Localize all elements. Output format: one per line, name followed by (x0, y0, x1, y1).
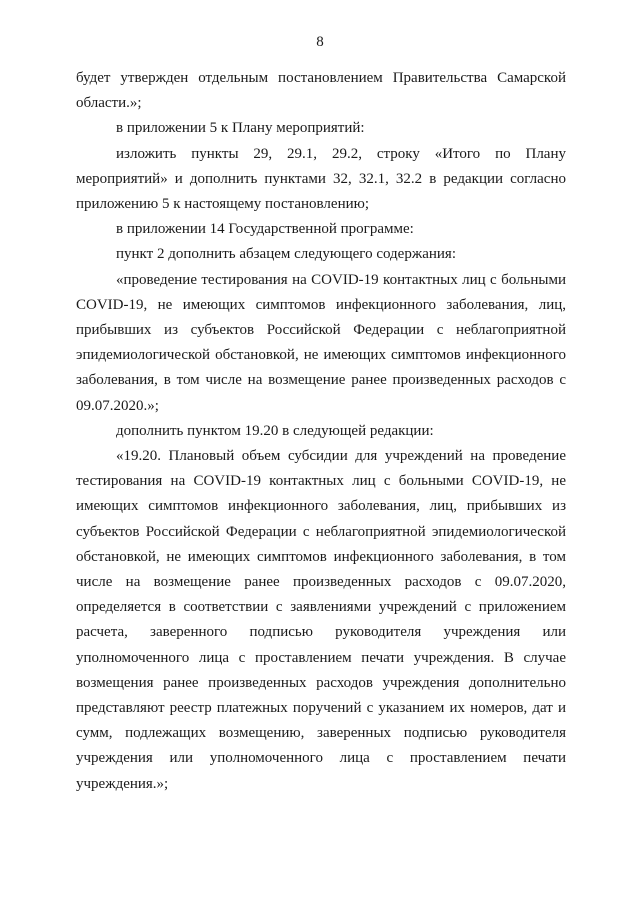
paragraph-7: дополнить пунктом 19.20 в следующей редакции: (116, 422, 434, 439)
paragraph-8: «19.20. Плановый объем субсидии для учреждений на проведение тестирования на COVID-19 контактных лиц с больными COVID-19, не имеющих симптомов инфекционного заболевания, лиц, прибывших из субъектов Российской Федерации с неблагоприятной эпидемиологической обстановкой, не имеющих симптомов инфекционного заболевания, в том числе на возмещение ранее произведенных расходов с 09.07.2020, определяется в соответствии с заявлениями учреждений с приложением расчета, заверенного подписью руководителя учреждения или уполномоченного лица с проставлением печати учреждения. В случае возмещения ранее произведенных расходов учреждения дополнительно представляют реестр платежных поручений с указанием их номеров, дат и сумм, подлежащих возмещению, заверенных подписью руководителя учреждения или уполномоченного лица с проставлением печати учреждения.»; (76, 448, 566, 792)
paragraph-5: пункт 2 дополнить абзацем следующего содержания: (116, 246, 456, 263)
paragraph-6: «проведение тестирования на COVID-19 контактных лиц с больными COVID-19, не имеющих симптомов инфекционного заболевания, лиц, прибывших из субъектов Российской Федерации с неблагоприятной эпидемиологической обстановкой, не имеющих симптомов инфекционного заболевания, в том числе на возмещение ранее произведенных расходов с 09.07.2020.»; (76, 271, 566, 414)
paragraph-2: в приложении 5 к Плану мероприятий: (116, 120, 365, 137)
page-number: 8 (316, 34, 324, 50)
paragraph-4: в приложении 14 Государственной программе: (116, 221, 414, 238)
paragraph-3: изложить пункты 29, 29.1, 29.2, строку «Итого по Плану мероприятий» и дополнить пунктами 32, 32.1, 32.2 в редакции согласно приложению 5 к настоящему постановлению; (76, 145, 566, 213)
paragraph-1: будет утвержден отдельным постановлением Правительства Самарской области.»; (76, 70, 566, 112)
document-body (76, 66, 566, 797)
